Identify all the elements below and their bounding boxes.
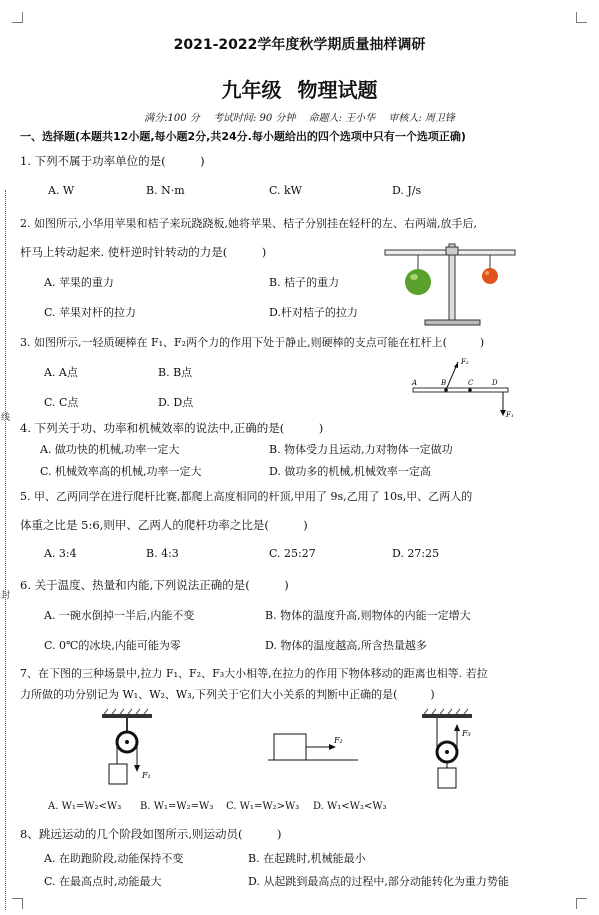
exam-info-line	[0, 109, 599, 124]
lever-label-d: D	[492, 379, 498, 387]
q2-option-a: A. 苹果的重力	[44, 276, 114, 289]
q2-option-b: B. 桔子的重力	[269, 276, 340, 289]
q4-option-b: B. 物体受力且运动,力对物体一定做功	[269, 443, 453, 456]
lever-label-b: B	[441, 379, 447, 387]
q1-option-b: B. N·m	[146, 184, 185, 197]
q1-option-d: D. J/s	[392, 184, 422, 197]
block-pull-figure	[268, 730, 358, 775]
q6-stem: 6. 关于温度、热量和内能,下列说法正确的是( )	[20, 578, 289, 592]
q2-stem-line1: 2. 如图所示,小华用苹果和桔子来玩跷跷板,她将苹果、桔子分别挂在轻杆的左、右两端,放手后,	[20, 217, 477, 230]
pulley1-label-f1: F₁	[142, 771, 151, 780]
q5-stem-line1: 5. 甲、乙两同学在进行爬杆比赛,都爬上高度相同的杆顶,甲用了 9s,乙用了 10s,甲、乙两人的	[20, 490, 473, 503]
fixed-pulley-figure	[100, 712, 170, 792]
crop-mark-top-right	[576, 12, 587, 23]
q7-stem-line2: 力所做的功分别记为 W₁、W₂、W₃,下列关于它们大小关系的判断中正确的是( )	[20, 688, 435, 701]
q2-option-d: D.杆对桔子的拉力	[269, 306, 358, 319]
pulley3-label-f3: F₃	[462, 729, 471, 738]
q7-stem-line1: 7、在下图的三种场景中,拉力 F₁、F₂、F₃大小相等,在拉力的作用下物体移动的距离也相等. 若拉	[20, 667, 488, 680]
q2-option-c: C. 苹果对杆的拉力	[44, 306, 137, 319]
q2-stem-line2: 杆马上转动起来. 使杆逆时针转动的力是( )	[20, 245, 267, 259]
q5-option-b: B. 4:3	[146, 547, 179, 560]
lever-label-c: C	[468, 379, 474, 387]
subject-label: 物理试题	[297, 78, 378, 102]
q4-stem: 4. 下列关于功、功率和机械效率的说法中,正确的是( )	[20, 421, 324, 435]
q6-option-d: D. 物体的温度越高,所含热量越多	[265, 639, 427, 652]
q3-option-c: C. C点	[44, 396, 79, 409]
crop-mark-top-left	[12, 12, 23, 23]
grade-label: 九年级	[221, 78, 282, 102]
orange-icon	[482, 268, 498, 284]
q3-option-a: A. A点	[44, 366, 78, 379]
question-author: 命题人: 王小华	[308, 113, 376, 124]
apple-icon	[405, 269, 431, 295]
q4-option-d: D. 做功多的机械,机械效率一定高	[269, 465, 431, 478]
crop-mark-bottom-left	[12, 898, 23, 909]
exam-main-title	[0, 74, 599, 103]
q4-option-a: A. 做功快的机械,功率一定大	[40, 443, 180, 456]
exam-top-title: 2021-2022学年度秋学期质量抽样调研	[173, 37, 426, 53]
q3-option-d: D. D点	[158, 396, 194, 409]
exam-time: 考试时间: 90 分钟	[212, 113, 296, 124]
q5-option-a: A. 3:4	[44, 547, 77, 560]
q7-option-b: B. W₁=W₂=W₃	[140, 801, 214, 812]
q1-option-c: C. kW	[269, 184, 302, 197]
q7-option-a: A. W₁=W₂<W₃	[48, 801, 122, 812]
q7-option-c: C. W₁=W₂>W₃	[226, 801, 300, 812]
lever-label-a: A	[412, 379, 418, 387]
q1-stem: 1. 下列不属于功率单位的是( )	[20, 154, 205, 168]
lever-label-f1: F₁	[506, 411, 514, 419]
q7-option-d: D. W₁<W₂<W₃	[313, 801, 387, 812]
q5-stem-line2: 体重之比是 5:6,则甲、乙两人的爬杆功率之比是( )	[20, 518, 308, 532]
crop-mark-bottom-right	[576, 898, 587, 909]
binding-line	[5, 190, 6, 910]
q3-stem: 3. 如图所示,一轻质硬棒在 F₁、F₂两个力的作用下处于静止,则硬棒的支点可能在杠杆上( )	[20, 336, 485, 349]
q3-option-b: B. B点	[158, 366, 193, 379]
q8-option-d: D. 从起跳到最高点的过程中,部分动能转化为重力势能	[248, 875, 509, 888]
q6-option-b: B. 物体的温度升高,则物体的内能一定增大	[265, 609, 471, 622]
q8-stem: 8、跳远运动的几个阶段如图所示,则运动员( )	[20, 827, 282, 841]
full-score: 满分:100 分	[144, 113, 200, 124]
binding-mark-xian: 线	[1, 413, 11, 423]
block-label-f2: F₂	[334, 736, 343, 745]
q6-option-a: A. 一碗水倒掉一半后,内能不变	[44, 609, 195, 622]
question-reviewer: 审核人: 周卫锋	[388, 113, 455, 124]
q5-option-d: D. 27:25	[392, 547, 440, 560]
seesaw-figure	[380, 238, 520, 328]
q8-option-c: C. 在最高点时,动能最大	[44, 875, 162, 888]
q8-option-b: B. 在起跳时,机械能最小	[248, 852, 366, 865]
binding-mark-feng: 封	[1, 591, 11, 601]
lever-label-f2: F₂	[461, 358, 469, 366]
q1-option-a: A. W	[48, 184, 75, 197]
movable-pulley-figure	[420, 710, 490, 792]
lever-figure	[408, 355, 518, 425]
q5-option-c: C. 25:27	[269, 547, 316, 560]
section-heading: 一、选择题(本题共12小题,每小题2分,共24分.每小题给出的四个选项中只有一个选项正确)	[20, 130, 466, 143]
q8-option-a: A. 在助跑阶段,动能保持不变	[44, 852, 184, 865]
q4-option-c: C. 机械效率高的机械,功率一定大	[40, 465, 202, 478]
q6-option-c: C. 0℃的冰块,内能可能为零	[44, 639, 181, 652]
